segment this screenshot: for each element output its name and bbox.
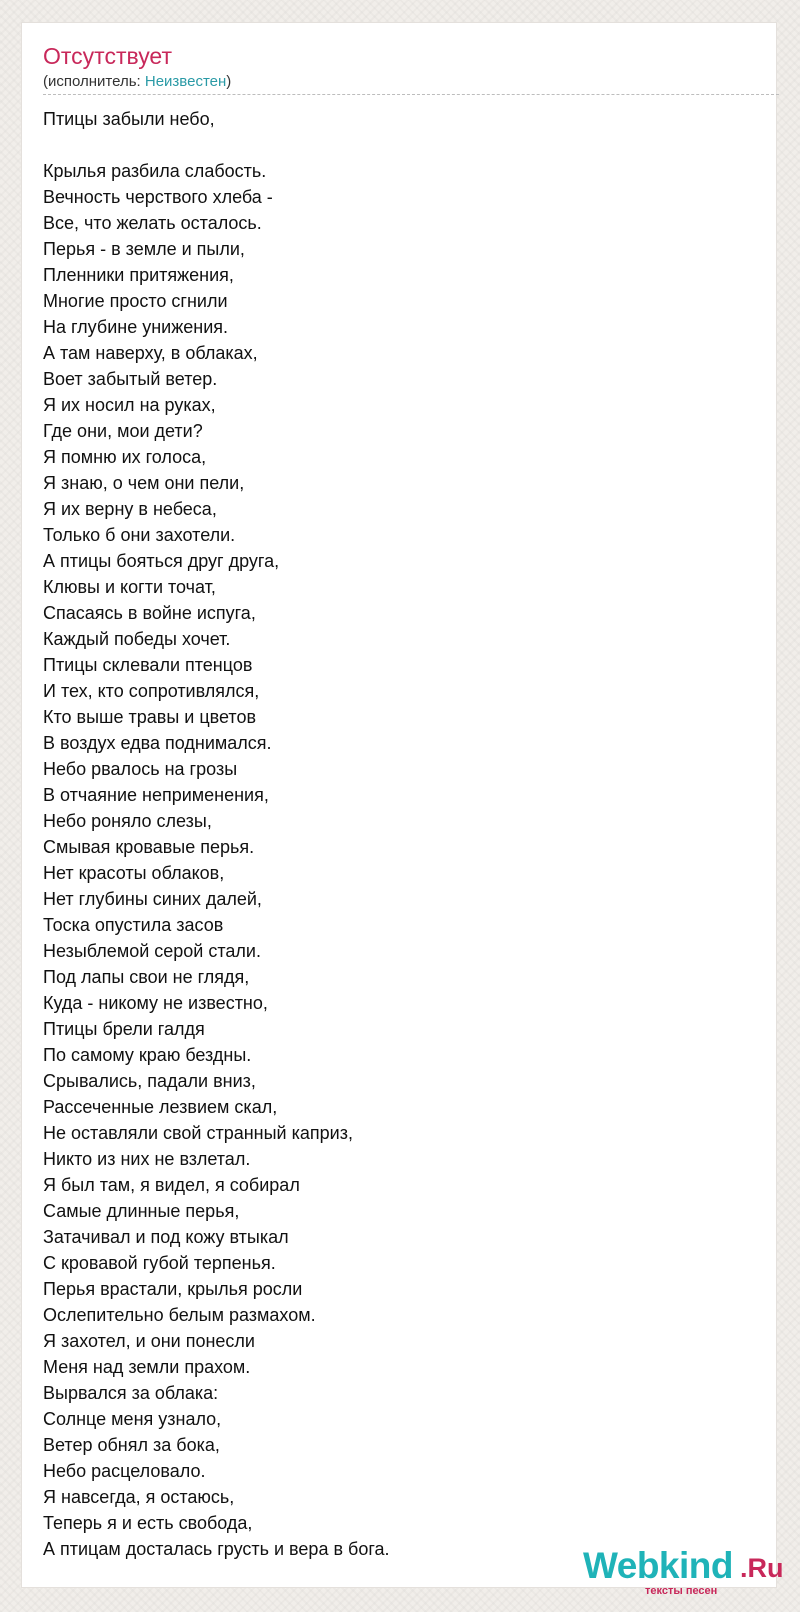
lyric-line: Я помню их голоса, [43,447,207,467]
lyric-line: Затачивал и под кожу втыкал [43,1227,289,1247]
lyric-line: Пленники притяжения, [43,265,234,285]
lyric-line: Не оставляли свой странный каприз, [43,1123,353,1143]
lyric-line: А птицы бояться друг друга, [43,551,280,571]
lyric-line: Я захотел, и они понесли [43,1331,255,1351]
lyric-line: С кровавой губой терпенья. [43,1253,276,1273]
lyric-line: Куда - никому не известно, [43,993,268,1013]
lyric-line: Небо рвалось на грозы [43,759,238,779]
song-title: Отсутствует [43,43,172,69]
lyric-line: Солнце меня узнало, [43,1409,222,1429]
site-logo[interactable] [583,1545,783,1605]
lyric-line: Нет глубины синих далей, [43,889,262,909]
lyric-line: Птицы брели галдя [43,1019,205,1039]
artist-line [43,73,231,90]
lyric-line: На глубине унижения. [43,317,228,337]
lyric-line: Срывались, падали вниз, [43,1071,256,1091]
lyric-line: А там наверху, в облаках, [43,343,258,363]
lyric-line [43,132,390,158]
lyric-line: Кто выше травы и цветов [43,707,257,727]
lyric-line: По самому краю бездны. [43,1045,252,1065]
lyric-line: Никто из них не взлетал. [43,1149,251,1169]
lyric-line: Клювы и когти точат, [43,577,216,597]
lyric-line: Смывая кровавые перья. [43,837,255,857]
lyric-line: Небо расцеловало. [43,1461,206,1481]
lyric-line: Я их верну в небеса, [43,499,217,519]
lyric-line: Только б они захотели. [43,525,236,545]
lyric-line: Я их носил на руках, [43,395,216,415]
lyric-line: Где они, мои дети? [43,421,203,441]
lyrics-card [21,22,784,1597]
lyric-line: Рассеченные лезвием скал, [43,1097,278,1117]
lyric-line: Крылья разбила слабость. [43,161,267,181]
lyric-line: Под лапы свои не глядя, [43,967,250,987]
lyric-line: И тех, кто сопротивлялся, [43,681,260,701]
lyric-line: Вечность черствого хлеба - [43,187,273,207]
lyric-line: Тоска опустила засов [43,915,224,935]
header-divider [43,94,779,95]
lyric-line: Каждый победы хочет. [43,629,231,649]
lyric-line: Незыблемой серой стали. [43,941,261,961]
lyric-line: Я навсегда, я остаюсь, [43,1487,235,1507]
artist-link[interactable]: Неизвестен [144,73,227,90]
lyric-line: Спасаясь в войне испуга, [43,603,256,623]
artist-suffix: ) [226,73,232,90]
lyric-line: Небо роняло слезы, [43,811,212,831]
lyric-line: Вырвался за облака: [43,1383,219,1403]
lyric-line: Все, что желать осталось. [43,213,262,233]
lyrics-text [43,106,390,1562]
lyric-line: Меня над земли прахом. [43,1357,251,1377]
lyric-line: Перья - в земле и пыли, [43,239,245,259]
lyric-line: В воздух едва поднимался. [43,733,272,753]
lyric-line: Ослепительно белым размахом. [43,1305,316,1325]
lyric-line: Ветер обнял за бока, [43,1435,220,1455]
artist-prefix: (исполнитель: [43,73,145,90]
lyric-line: Я знаю, о чем они пели, [43,473,245,493]
lyric-line: Птицы склевали птенцов [43,655,253,675]
logo-brand: Webkind [583,1545,733,1586]
lyric-line: Воет забытый ветер. [43,369,218,389]
lyric-line: А птицам досталась грусть и вера в бога. [43,1539,390,1559]
lyric-line: Я был там, я видел, я собирал [43,1175,300,1195]
lyric-line: Многие просто сгнили [43,291,228,311]
lyric-line: В отчаяние неприменения, [43,785,269,805]
lyric-line: Самые длинные перья, [43,1201,240,1221]
lyric-line: Нет красоты облаков, [43,863,225,883]
lyric-line: Птицы забыли небо, [43,109,215,129]
lyric-line: Перья врастали, крылья росли [43,1279,303,1299]
logo-tld: .Ru [740,1553,784,1583]
lyric-line: Теперь я и есть свобода, [43,1513,253,1533]
logo-tagline: тексты песен [645,1585,718,1597]
